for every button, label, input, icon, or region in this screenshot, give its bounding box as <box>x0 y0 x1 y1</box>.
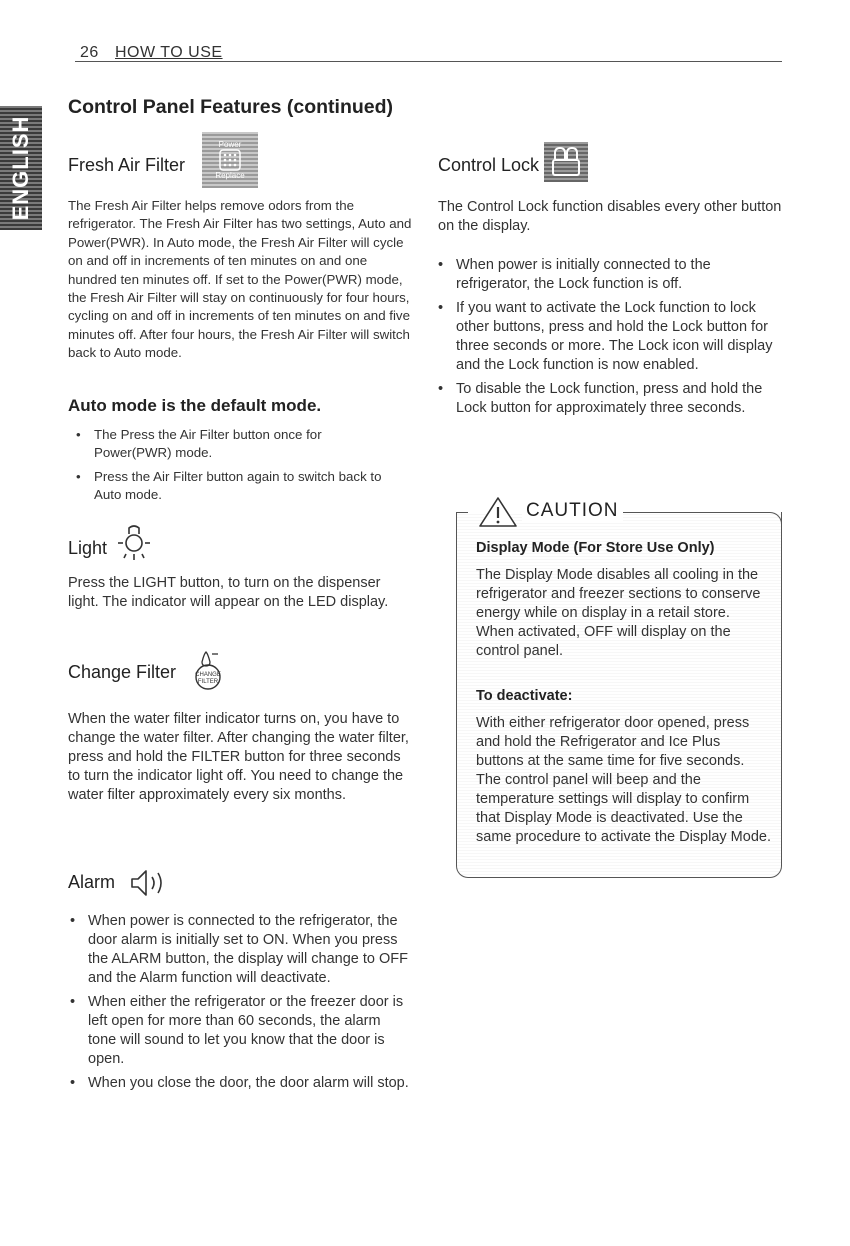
speaker-icon <box>128 866 172 900</box>
change-filter-heading: Change Filter <box>68 662 177 682</box>
caution-border-top-right <box>622 512 770 513</box>
caution-border-top-left <box>456 512 468 513</box>
control-lock-heading: Control Lock <box>438 155 540 175</box>
change-filter-icon-line1: CHANGE <box>195 672 221 678</box>
warning-triangle-icon <box>478 496 518 528</box>
lock-icon-box <box>544 142 588 182</box>
fresh-air-icon-top-label: Power <box>218 140 242 149</box>
list-item: • The Press the Air Filter button once for Power(PWR) mode. <box>68 426 398 463</box>
change-filter-icon-line2: FILTER <box>197 679 219 685</box>
list-item: • If you want to activate the Lock function to lock other buttons, press and hold the Lock button for three seconds or more. The Lock icon will display and the Lock function is now enabled. <box>430 299 780 375</box>
list-item: • Press the Air Filter button again to switch back to Auto mode. <box>68 468 398 505</box>
lock-icon <box>544 142 588 182</box>
alarm-heading: Alarm <box>68 872 116 892</box>
list-item: • When power is connected to the refrigerator, the door alarm is initially set to ON. When you press the ALARM button, the display will change to OFF and the Alarm function will deactivate. <box>62 912 412 988</box>
display-mode-subheading: Display Mode (For Store Use Only) <box>476 540 715 556</box>
language-label: ENGLISH <box>8 115 33 221</box>
light-bulb-icon <box>116 524 152 566</box>
fresh-air-filter-icon <box>202 132 258 188</box>
list-item: • When either the refrigerator or the freezer door is left open for more than 60 seconds, the alarm tone will sound to let you know that the door is open. <box>62 993 412 1069</box>
alarm-bullets <box>62 912 412 1098</box>
list-item: • When power is initially connected to the refrigerator, the Lock function is off. <box>430 256 780 294</box>
change-filter-paragraph: When the water filter indicator turns on, you have to change the water filter. After changing the water filter, press and hold the FILTER button for three seconds to turn the indicator light off. You need to change the water filter approximately every six months. <box>68 711 409 803</box>
light-heading: Light <box>68 538 108 558</box>
air-grid-icon <box>219 149 241 171</box>
page-number: 26 <box>80 44 99 61</box>
control-lock-paragraph: The Control Lock function disables every other button on the display. <box>438 199 782 234</box>
fresh-air-bullets <box>68 426 398 510</box>
fresh-air-heading: Fresh Air Filter <box>68 155 186 175</box>
header-rule <box>75 61 782 62</box>
deactivate-subheading: To deactivate: <box>476 688 573 704</box>
page-title: Control Panel Features (continued) <box>68 96 394 118</box>
deactivate-paragraph: With either refrigerator door opened, press and hold the Refrigerator and Ice Plus buttons at the same time for five seconds. The control panel will beep and the temperature settings will display to confirm that Display Mode is deactivated. Use the same procedure to activate the Display Mode. <box>476 715 771 845</box>
fresh-air-icon-bottom-label: Replace <box>215 171 245 180</box>
change-filter-icon <box>184 650 234 692</box>
caution-title: CAUTION <box>522 500 623 522</box>
list-item: • To disable the Lock function, press and hold the Lock button for approximately three seconds. <box>430 380 780 418</box>
auto-mode-subheading: Auto mode is the default mode. <box>68 396 322 415</box>
language-side-tab <box>0 106 42 230</box>
fresh-air-paragraph: The Fresh Air Filter helps remove odors from the refrigerator. The Fresh Air Filter has two settings, Auto and Power(PWR). In Auto mode, the Fresh Air Filter will cycle on and off in increments of ten minutes on and one hundred ten minutes off. If set to the Power(PWR) mode, the Fresh Air Filter will stay on continuously for four hours, cycling on and off in increments of ten minutes on and five minutes off. After four hours, the Fresh Air Filter will switch back to Auto mode. <box>68 198 412 361</box>
control-lock-bullets <box>430 256 780 423</box>
list-item: • When you close the door, the door alarm will stop. <box>62 1074 412 1093</box>
display-mode-paragraph: The Display Mode disables all cooling in the refrigerator and freezer sections to conserve energy while on display in a retail store. When activated, OFF will display on the control panel. <box>476 567 761 659</box>
header-section-title: HOW TO USE <box>115 44 223 61</box>
light-paragraph: Press the LIGHT button, to turn on the dispenser light. The indicator will appear on the LED display. <box>68 575 389 610</box>
